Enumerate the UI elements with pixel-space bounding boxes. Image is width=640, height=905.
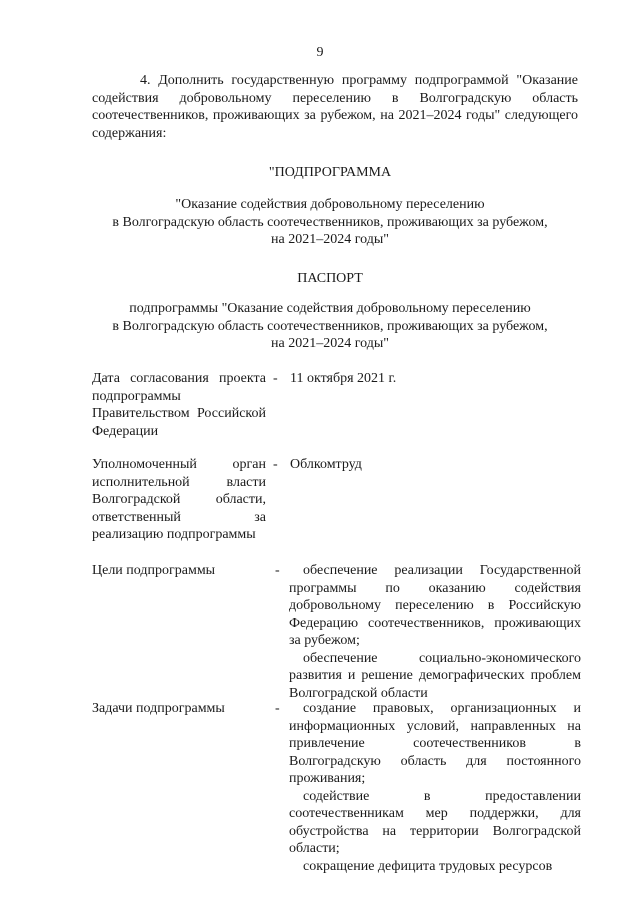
row-dash: - [275,563,280,578]
goal-item: обеспечение реализации Государственной программы по оказанию содействия добровольному переселению в Российскую Федерацию соотечественников, проживающих за рубежом; [289,563,581,648]
row-label-agreement-date: Дата согласования проекта подпрограммы Правительством Российской Федерации [92,371,266,439]
row-value-tasks [289,700,581,875]
intro-paragraph: 4. Дополнить государственную программу подпрограммой "Оказание содействия добровольному переселению в Волгоградскую область соотечественников, проживающих за рубежом, на 2021–2024 годы" следующего содержания: [92,73,578,141]
task-item: сокращение дефицита трудовых ресурсов [303,858,553,874]
page-number: 9 [316,45,324,60]
row-label-tasks: Задачи подпрограммы [92,701,225,716]
subprogram-name-line: в Волгоградскую область соотечественников, проживающих за рубежом, [112,214,548,230]
row-dash: - [273,457,278,472]
passport-description [80,300,580,353]
row-value-authorized-body: Облкомтруд [290,457,362,472]
subprogram-name [80,196,580,249]
row-label-authorized-body: Уполномоченный орган исполнительной власти Волгоградской области, ответственный за реализацию подпрограммы [92,457,266,542]
passport-description-line: на 2021–2024 годы" [271,336,389,351]
subprogram-name-line: "Оказание содействия добровольному переселению [175,197,485,212]
task-item: содействие в предоставлении соотечественникам мер поддержки, для обустройства на территории Волгоградской области; [289,788,581,856]
row-value-agreement-date: 11 октября 2021 г. [290,371,397,386]
row-dash: - [273,371,278,386]
passport-description-line: подпрограммы "Оказание содействия добровольному переселению [129,301,531,316]
row-dash: - [275,701,280,716]
passport-description-line: в Волгоградскую область соотечественников, проживающих за рубежом, [112,318,548,334]
goal-item: обеспечение социально-экономического развития и решение демографических проблем Волгоградской области [289,650,581,701]
row-value-goals [289,562,581,702]
row-label-goals: Цели подпрограммы [92,563,216,578]
task-item: создание правовых, организационных и информационных условий, направленных на привлечение соотечественников в Волгоградскую область для постоянного проживания; [289,701,581,786]
subprogram-name-line: на 2021–2024 годы" [271,232,389,247]
passport-heading: ПАСПОРТ [297,271,363,286]
subprogram-heading: "ПОДПРОГРАММА [268,165,392,180]
